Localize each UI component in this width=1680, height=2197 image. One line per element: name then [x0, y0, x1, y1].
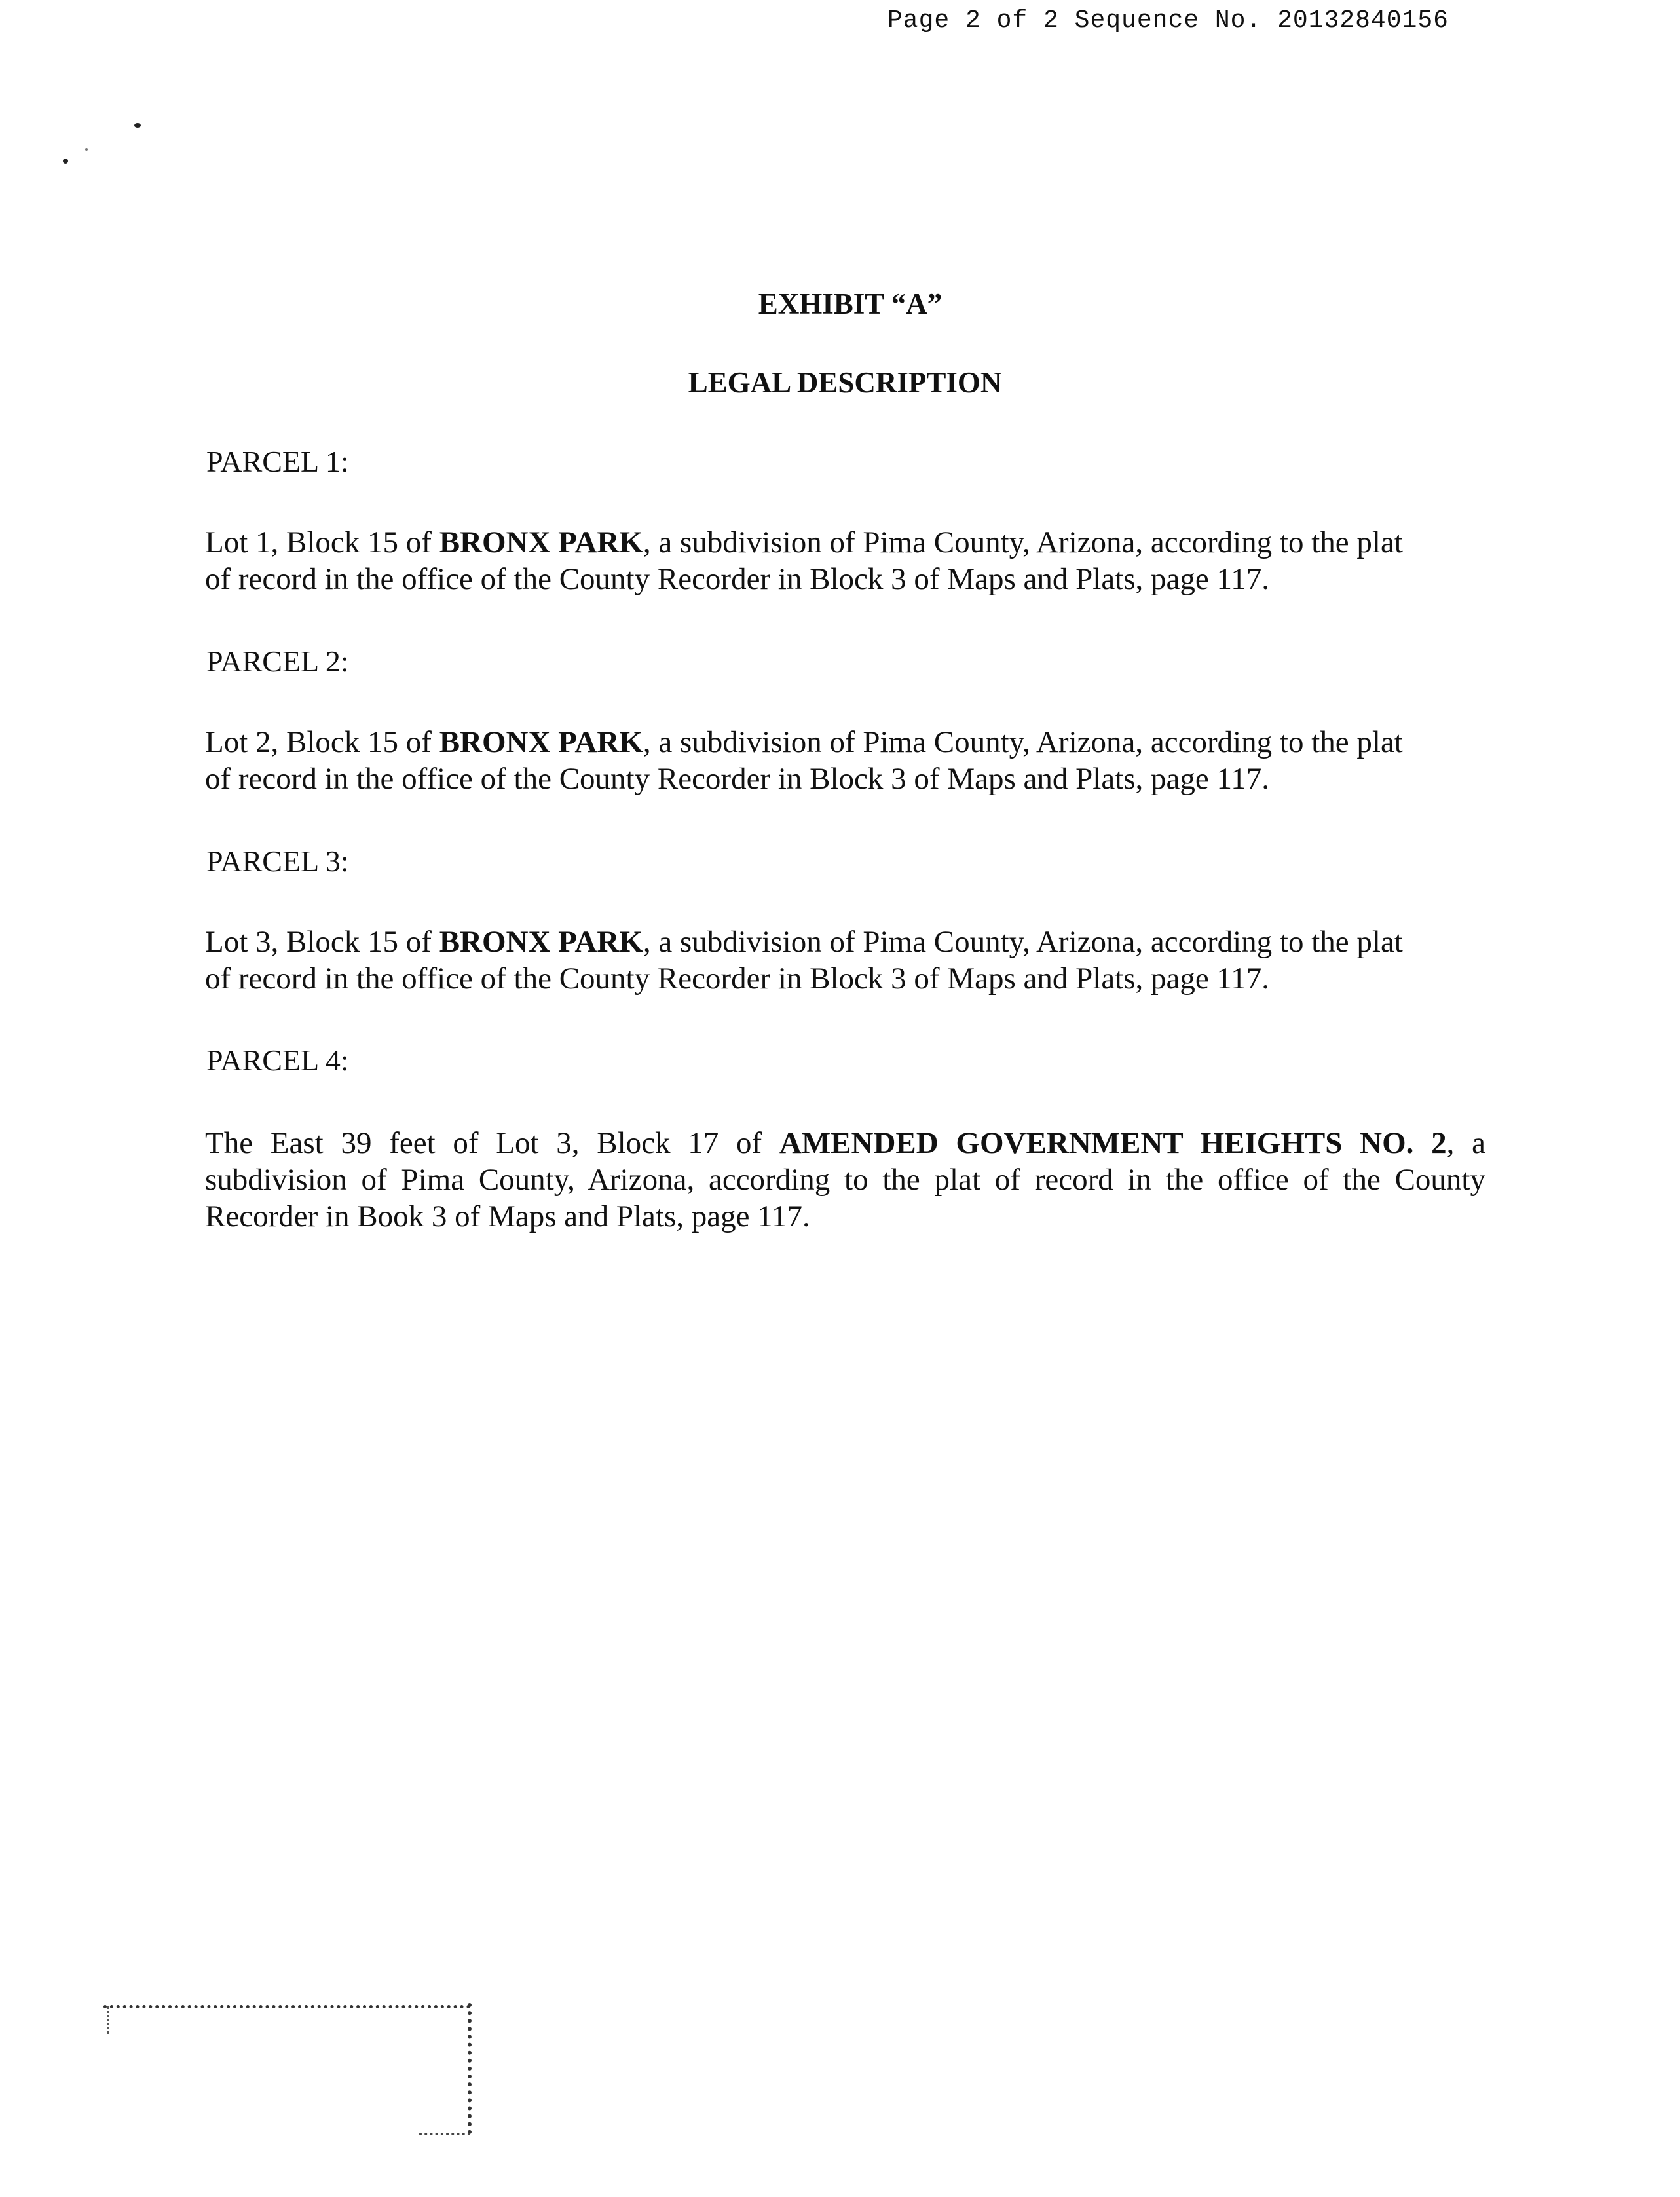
parcel-1-line-2: of record in the office of the County Recorder in Block 3 of Maps and Plats, page 117. — [205, 562, 1270, 596]
scan-speck — [85, 148, 88, 151]
parcel-1-text-post: , a subdivision of Pima County, Arizona, according to the plat — [643, 525, 1403, 559]
scan-bracket-mark — [107, 2006, 109, 2034]
parcel-1-subdivision-name: BRONX PARK — [439, 525, 643, 559]
parcel-4-text-post: , a — [1446, 1126, 1485, 1160]
parcel-3-label: PARCEL 3: — [206, 844, 349, 878]
parcel-1-text-pre: Lot 1, Block 15 of — [205, 525, 439, 559]
scan-speck — [134, 123, 141, 128]
scan-bracket-mark — [468, 2003, 472, 2134]
parcel-3-subdivision-name: BRONX PARK — [439, 925, 643, 959]
parcel-4-text-pre: The East 39 feet of Lot 3, Block 17 of — [205, 1126, 779, 1160]
parcel-2-label: PARCEL 2: — [206, 645, 349, 678]
parcel-3-description — [205, 924, 1489, 997]
parcel-1-description — [205, 524, 1489, 597]
exhibit-title: EXHIBIT “A” — [758, 288, 943, 320]
parcel-1-line-1 — [205, 524, 1489, 561]
scan-speck — [63, 159, 68, 164]
page-sequence-header: Page 2 of 2 Sequence No. 20132840156 — [887, 7, 1449, 35]
parcel-3-line-1 — [205, 924, 1489, 960]
parcel-2-subdivision-name: BRONX PARK — [439, 725, 643, 759]
parcel-4-subdivision-name: AMENDED GOVERNMENT HEIGHTS NO. 2 — [779, 1126, 1447, 1160]
parcel-3-line-2: of record in the office of the County Recorder in Block 3 of Maps and Plats, page 117. — [205, 962, 1270, 996]
parcel-2-text-post: , a subdivision of Pima County, Arizona, according to the plat — [643, 725, 1403, 759]
parcel-4-label: PARCEL 4: — [206, 1043, 349, 1077]
parcel-2-text-pre: Lot 2, Block 15 of — [205, 725, 439, 759]
parcel-4-line-3: Recorder in Book 3 of Maps and Plats, page 117. — [205, 1199, 810, 1233]
scan-bracket-mark — [419, 2133, 470, 2135]
scan-bracket-mark — [103, 2005, 470, 2008]
parcel-2-line-1 — [205, 724, 1489, 761]
legal-description-title: LEGAL DESCRIPTION — [688, 366, 1002, 399]
parcel-3-text-pre: Lot 3, Block 15 of — [205, 925, 439, 959]
parcel-2-description — [205, 724, 1489, 797]
parcel-4-line-1 — [205, 1125, 1485, 1161]
parcel-3-text-post: , a subdivision of Pima County, Arizona, according to the plat — [643, 925, 1403, 959]
parcel-4-line-2: subdivision of Pima County, Arizona, according to the plat of record in the office of the County — [205, 1163, 1485, 1197]
parcel-4-description — [205, 1125, 1485, 1235]
parcel-1-label: PARCEL 1: — [206, 445, 349, 478]
parcel-2-line-2: of record in the office of the County Recorder in Block 3 of Maps and Plats, page 117. — [205, 762, 1270, 796]
